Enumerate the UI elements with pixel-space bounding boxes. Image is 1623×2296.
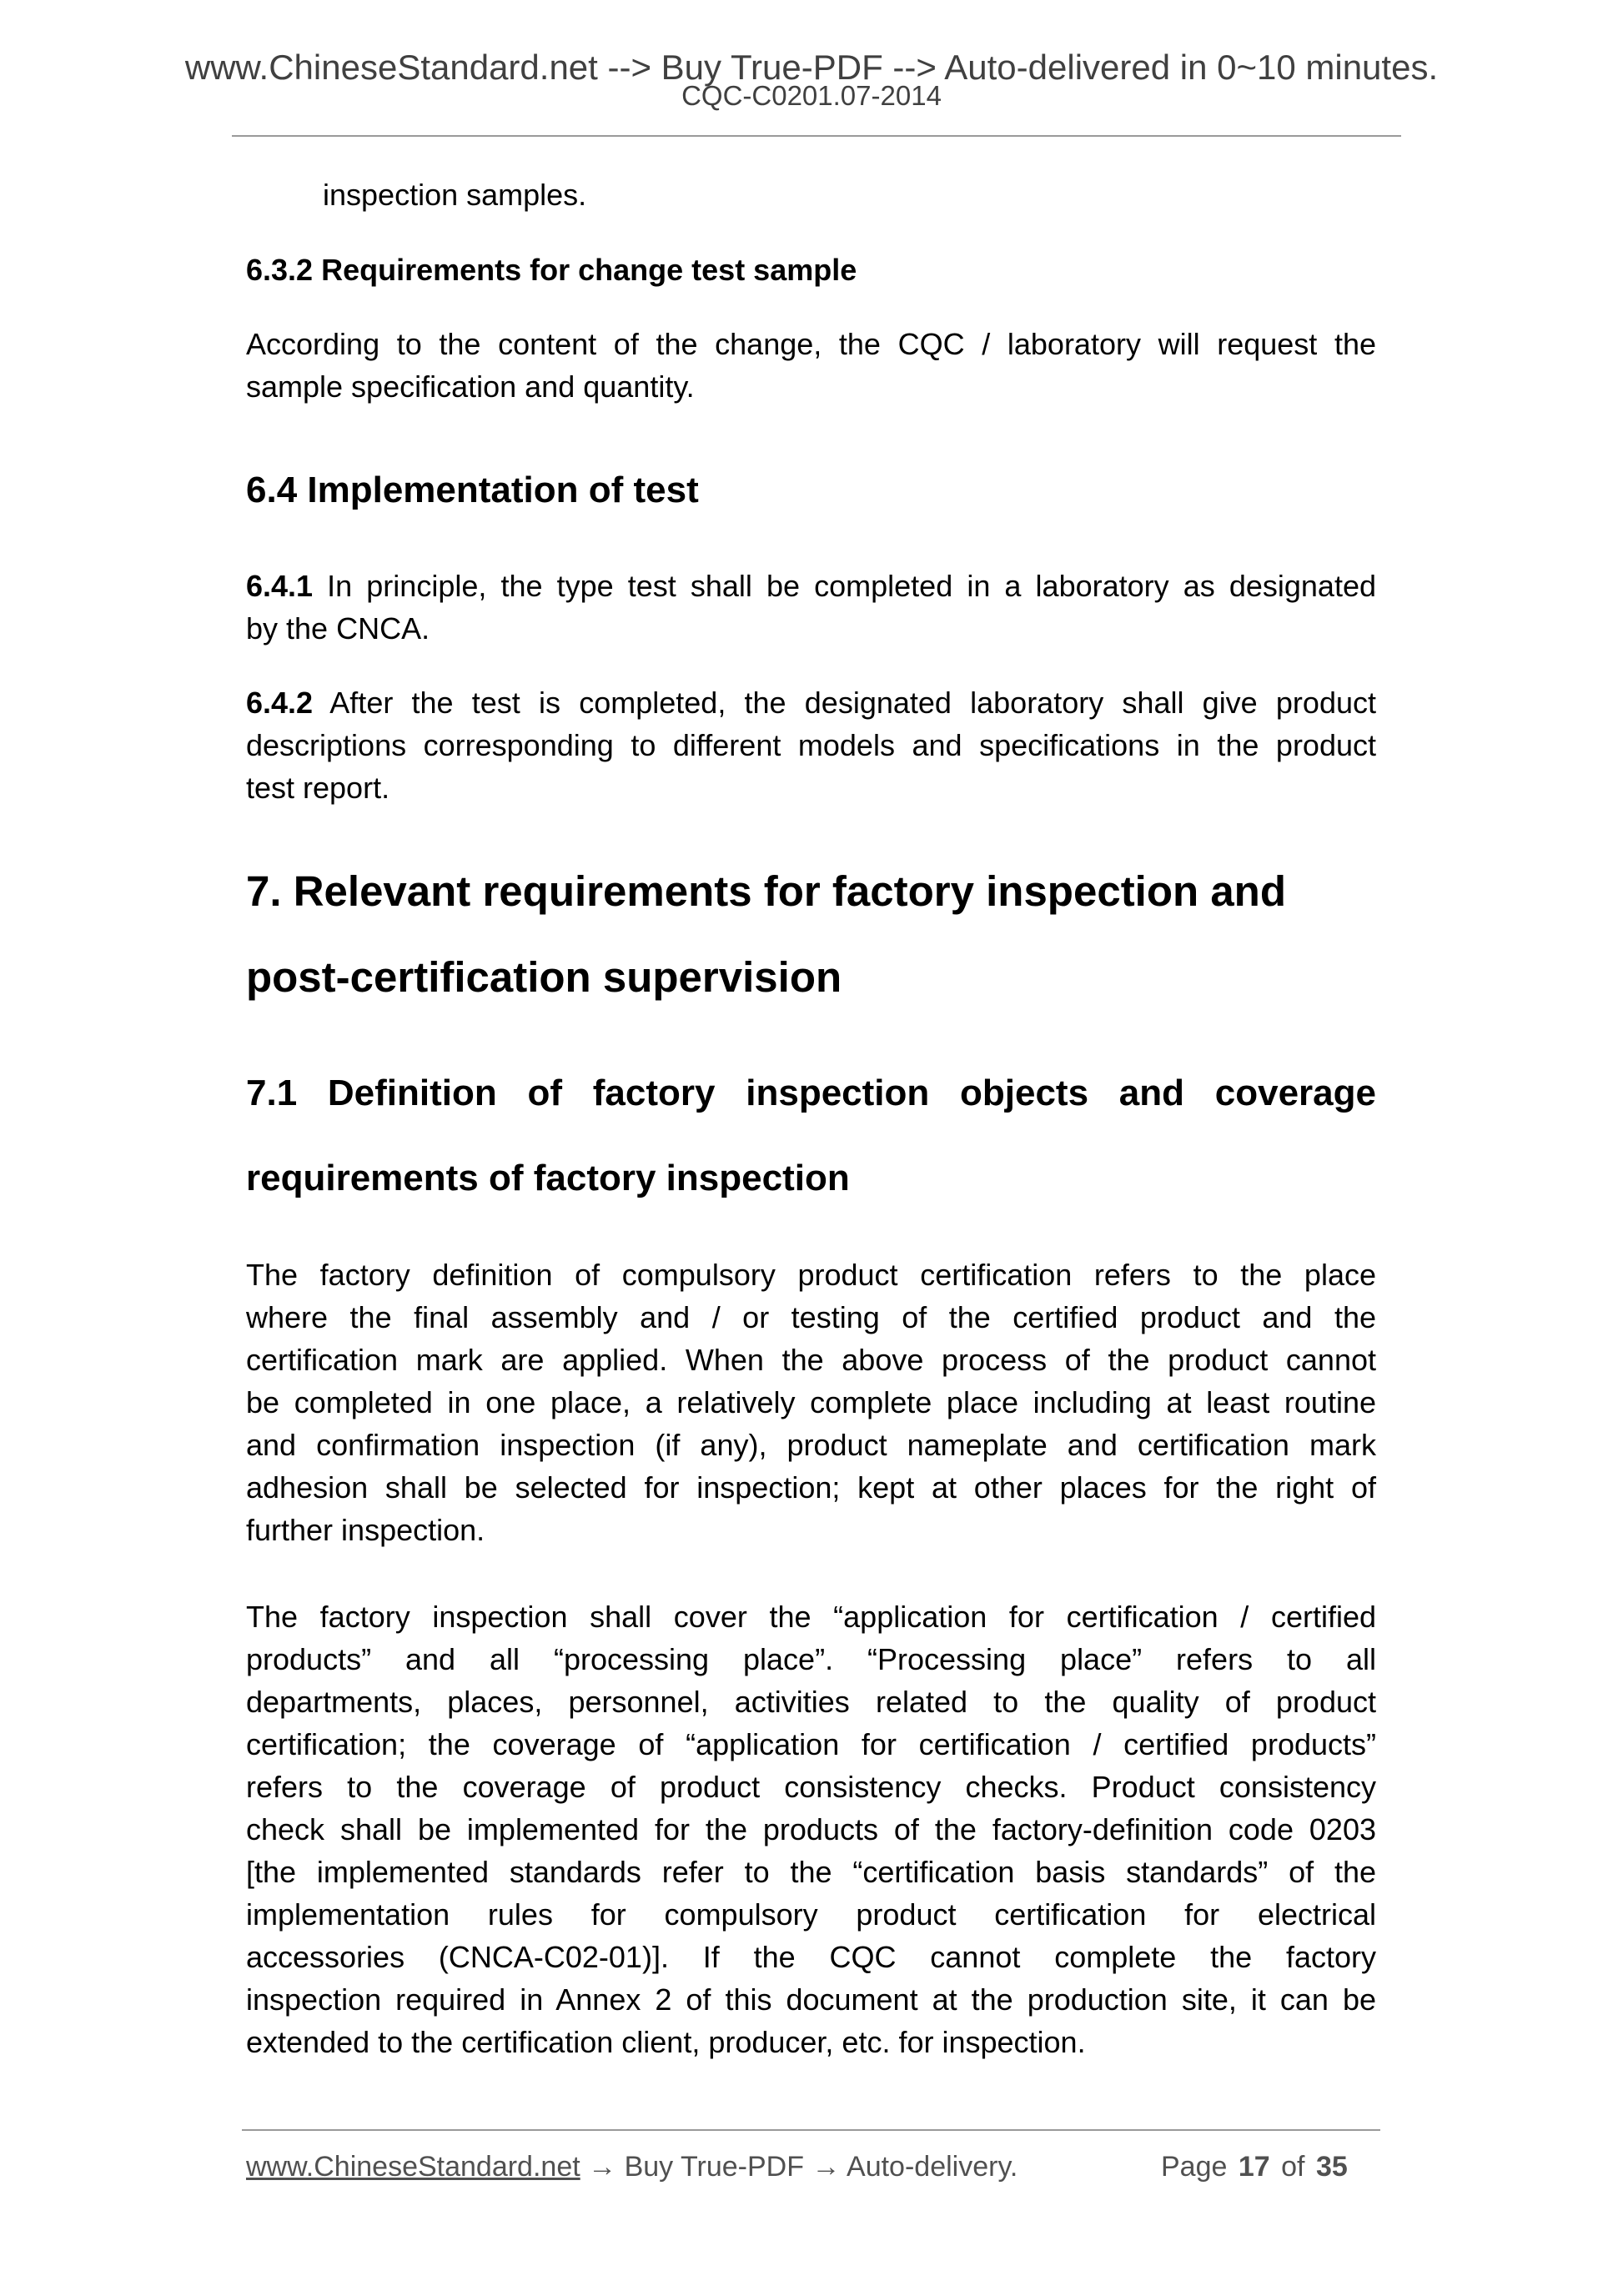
page-indicator xyxy=(1161,2150,1348,2183)
heading-7 xyxy=(246,848,1376,1020)
paragraph-6-3-2 xyxy=(246,323,1376,408)
chinesestandard-link[interactable]: www.ChineseStandard.net xyxy=(246,2151,580,2183)
heading-7-1 xyxy=(246,1051,1376,1221)
body-line: implementation rules for compulsory product certification for electrical xyxy=(246,1897,1376,1932)
body-line: The factory inspection shall cover the “application for certification / certified xyxy=(246,1600,1376,1634)
footer-rule xyxy=(242,2129,1380,2131)
page-label: Page xyxy=(1161,2151,1228,2183)
body-line: The factory definition of compulsory product certification refers to the place xyxy=(246,1258,1376,1292)
body-line: test report. xyxy=(246,771,390,805)
body-line: certification; the coverage of “application for certification / certified products” xyxy=(246,1727,1376,1761)
body-text: In principle, the type test shall be completed in a laboratory as designated xyxy=(313,569,1376,603)
body-line: where the final assembly and / or testing of the certified product and the xyxy=(246,1300,1376,1334)
body-line: refers to the coverage of product consistency checks. Product consistency xyxy=(246,1770,1376,1804)
heading-line: requirements of factory inspection xyxy=(246,1158,850,1198)
body-line: check shall be implemented for the products of the factory-definition code 0203 xyxy=(246,1812,1376,1846)
page-current: 17 xyxy=(1238,2151,1270,2183)
body-line: products” and all “processing place”. “Processing place” refers to all xyxy=(246,1642,1376,1676)
heading-line: 7. Relevant requirements for factory inspection and xyxy=(246,867,1286,915)
body-line: be completed in one place, a relatively complete place including at least routine xyxy=(246,1385,1376,1419)
body-line: [the implemented standards refer to the “certification basis standards” of the xyxy=(246,1855,1376,1889)
clause-number: 6.4.2 xyxy=(246,686,314,720)
body-line: inspection required in Annex 2 of this document at the production site, it can be xyxy=(246,1982,1376,2017)
body-line: According to the content of the change, the CQC / laboratory will request the xyxy=(246,327,1376,361)
body-line: descriptions corresponding to different models and specifications in the product xyxy=(246,728,1376,762)
clause-number: 6.4.1 xyxy=(246,569,314,603)
heading-line: 7.1 Definition of factory inspection objects and coverage xyxy=(246,1073,1376,1113)
header-banner: www.ChineseStandard.net --> Buy True-PDF --> Auto-delivered in 0~10 minutes. xyxy=(184,48,1439,87)
body-line: accessories (CNCA-C02-01)]. If the CQC cannot complete the factory xyxy=(246,1940,1376,1974)
body-line: and confirmation inspection (if any), product nameplate and certification mark xyxy=(246,1428,1376,1462)
body-line: by the CNCA. xyxy=(246,611,430,646)
body-line: certification mark are applied. When the above process of the product cannot xyxy=(246,1343,1376,1377)
heading-6-3-2: 6.3.2 Requirements for change test sample xyxy=(246,253,857,287)
body-line: extended to the certification client, producer, etc. for inspection. xyxy=(246,2025,1086,2059)
arrow-right-icon: → xyxy=(588,2151,617,2183)
body-line: adhesion shall be selected for inspection; kept at other places for the right of xyxy=(246,1470,1376,1505)
page-total: 35 xyxy=(1315,2151,1348,2183)
buy-true-pdf-text: Buy True-PDF xyxy=(624,2151,804,2183)
body-line: further inspection. xyxy=(246,1513,485,1547)
heading-6-4: 6.4 Implementation of test xyxy=(246,470,699,510)
of-label: of xyxy=(1281,2151,1305,2183)
paragraph-factory-definition xyxy=(246,1254,1376,1551)
paragraph-inspection-coverage xyxy=(246,1595,1376,2063)
body-line: sample specification and quantity. xyxy=(246,369,695,404)
body-line: inspection samples. xyxy=(323,178,587,212)
footer-promo xyxy=(246,2150,1018,2183)
auto-delivery-text: Auto-delivery. xyxy=(847,2151,1018,2183)
body-text: After the test is completed, the designated laboratory shall give product xyxy=(313,686,1376,720)
header-rule xyxy=(232,135,1401,137)
body-line: departments, places, personnel, activities related to the quality of product xyxy=(246,1685,1376,1719)
arrow-right-icon: → xyxy=(812,2151,841,2183)
paragraph-6-4-1 xyxy=(246,565,1376,650)
document-code: CQC-C0201.07-2014 xyxy=(681,80,942,111)
paragraph-6-4-2 xyxy=(246,681,1376,809)
carryover-text xyxy=(323,173,586,216)
heading-line: post-certification supervision xyxy=(246,953,842,1001)
